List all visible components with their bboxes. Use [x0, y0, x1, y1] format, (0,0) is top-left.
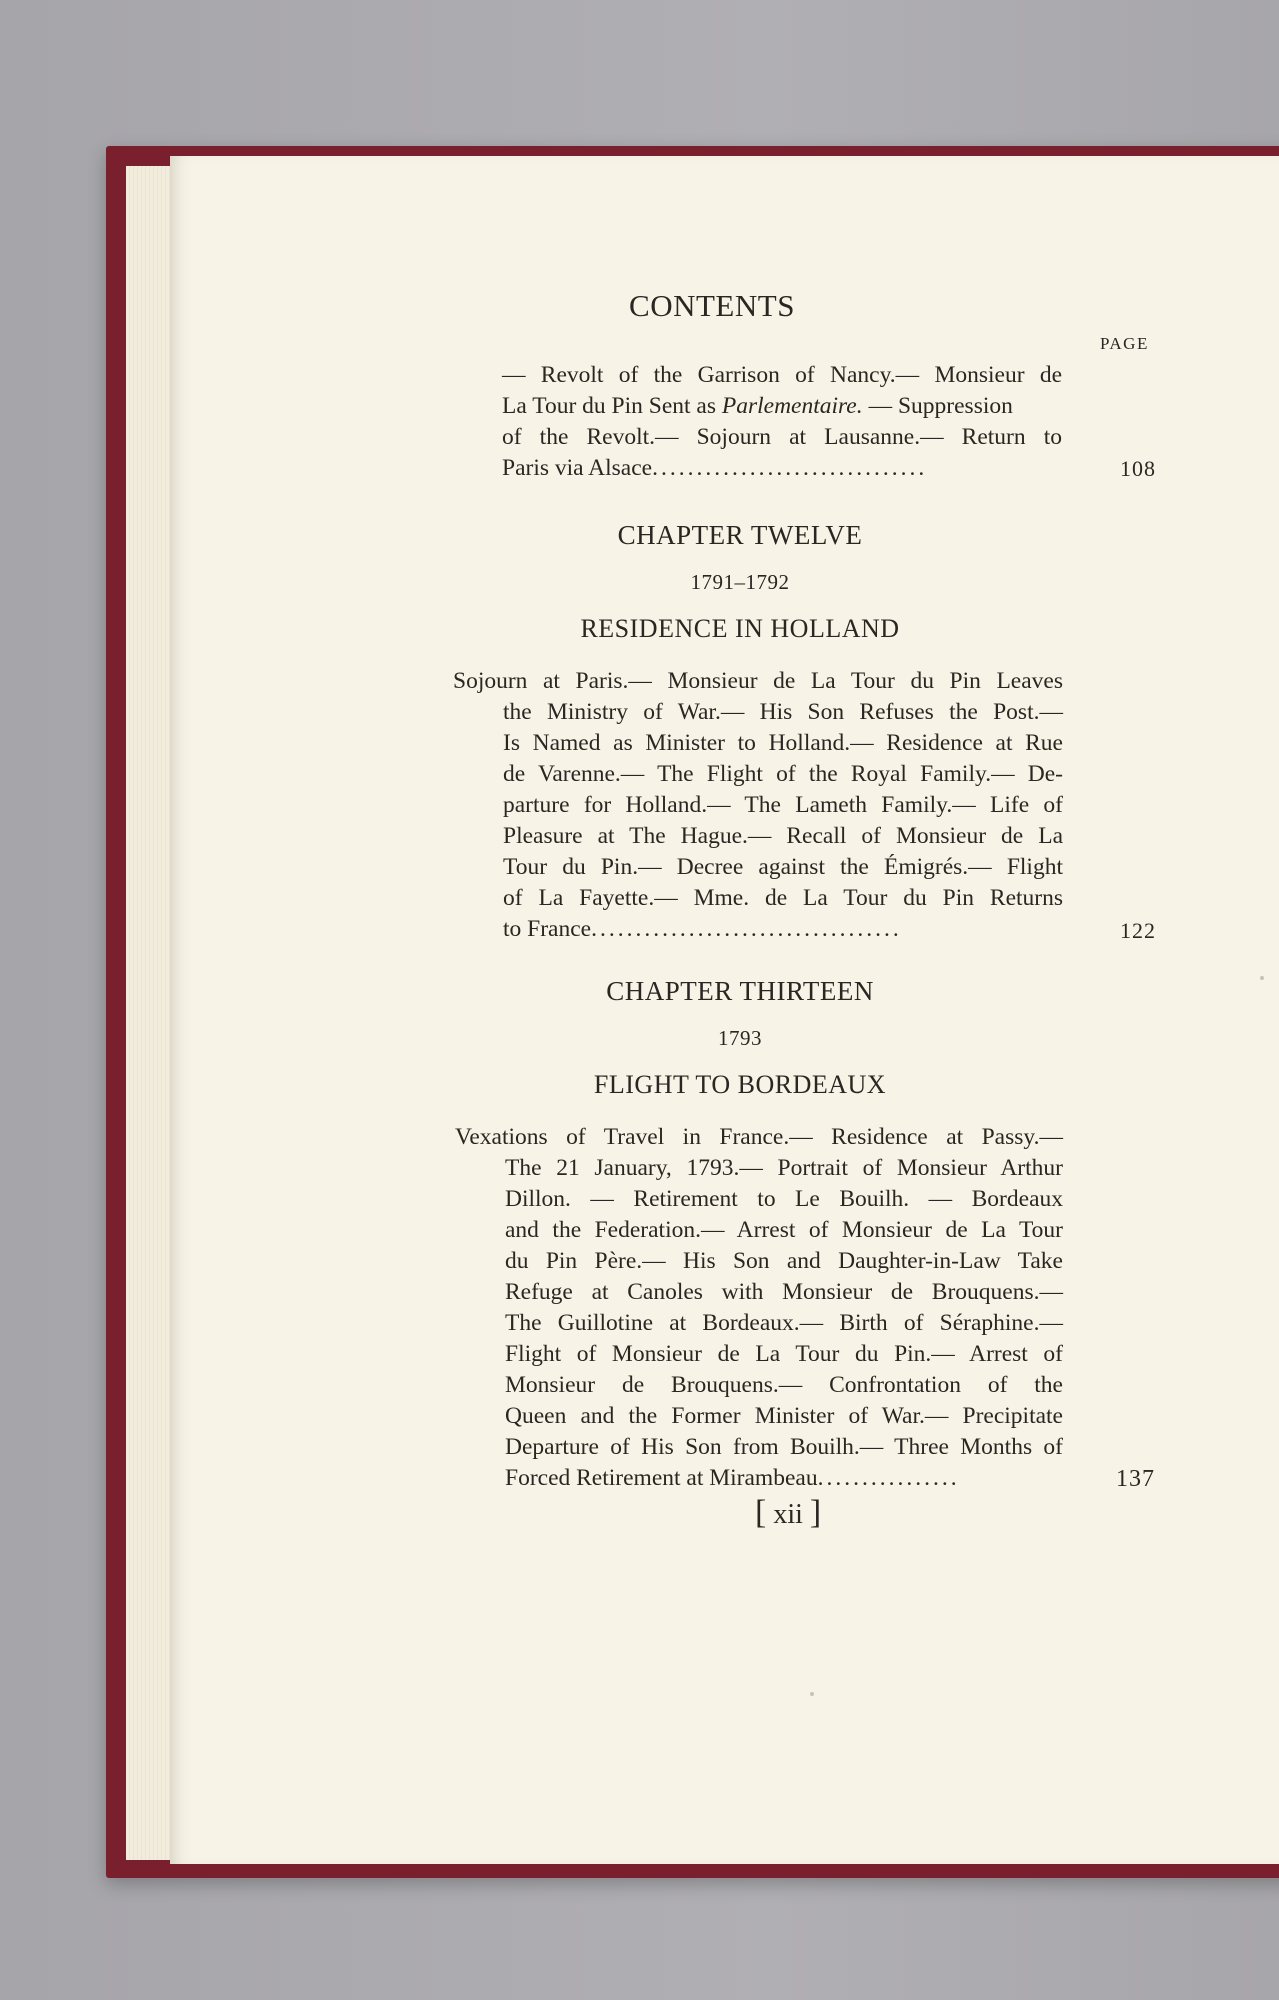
entry-line: the Ministry of War.— His Son Refuses the Post.—	[503, 699, 1063, 725]
folio-number: xii	[773, 1499, 803, 1530]
folio	[755, 1494, 821, 1532]
dot-leader: ...............................	[652, 455, 928, 481]
entry-line: Sojourn at Paris.— Monsieur de La Tour du Pin Leaves	[453, 668, 1063, 694]
entry-line: de Varenne.— The Flight of the Royal Family.— De-	[503, 761, 1063, 787]
entry-line-text: to France	[503, 916, 592, 942]
entry-line: Refuge at Canoles with Monsieur de Brouquens.—	[505, 1279, 1063, 1305]
chapter-subtitle: RESIDENCE IN HOLLAND	[580, 614, 900, 643]
page-number: 137	[1116, 1466, 1155, 1492]
chapter-subtitle: FLIGHT TO BORDEAUX	[593, 1070, 887, 1099]
dot-leader: ................	[817, 1465, 960, 1491]
entry-line: Monsieur de Brouquens.— Confrontation of the	[505, 1372, 1063, 1398]
chapter-years: 1793	[718, 1026, 762, 1050]
entry-line: and the Federation.— Arrest of Monsieur de La Tour	[505, 1217, 1063, 1243]
entry-line: The Guillotine at Bordeaux.— Birth of Séraphine.—	[505, 1310, 1063, 1336]
entry-line: Queen and the Former Minister of War.— Precipitate	[505, 1403, 1063, 1429]
entry-line-italic: Parlementaire.	[721, 393, 863, 419]
entry-line-text: — Suppression	[868, 393, 1013, 419]
entry-line: Departure of His Son from Bouilh.— Three Months of	[505, 1434, 1063, 1460]
entry-line: Is Named as Minister to Holland.— Residence at Rue	[503, 730, 1063, 756]
entry-line	[502, 391, 1062, 422]
paper-speck	[1260, 976, 1264, 980]
entry-line: The 21 January, 1793.— Portrait of Monsieur Arthur	[505, 1155, 1063, 1181]
entry-line: Dillon. — Retirement to Le Bouilh. — Bordeaux	[505, 1186, 1063, 1212]
bracket-left-icon: [	[755, 1494, 767, 1531]
entry-line: du Pin Père.— His Son and Daughter-in-Law Take	[505, 1248, 1063, 1274]
page-number: 122	[1120, 918, 1156, 943]
entry-line: — Revolt of the Garrison of Nancy.— Monsieur de	[502, 362, 1062, 388]
entry-line	[505, 1463, 1063, 1494]
dot-leader: ...................................	[591, 916, 902, 942]
entry-line: parture for Holland.— The Lameth Family.— Life of	[503, 792, 1063, 818]
entry-line: Flight of Monsieur de La Tour du Pin.— Arrest of	[505, 1341, 1063, 1367]
page-column-label: PAGE	[1100, 334, 1149, 353]
page-number: 108	[1120, 456, 1156, 481]
chapter-title: CHAPTER THIRTEEN	[606, 976, 874, 1006]
page-header: CONTENTS	[629, 288, 795, 323]
entry-line-text: Forced Retirement at Mirambeau	[505, 1465, 818, 1491]
entry-line: Pleasure at The Hague.— Recall of Monsieur de La	[503, 823, 1063, 849]
paper-speck	[810, 1692, 814, 1696]
entry-line: of the Revolt.— Sojourn at Lausanne.— Return to	[502, 424, 1062, 450]
page-content	[170, 156, 1279, 1864]
entry-line: of La Fayette.— Mme. de La Tour du Pin Returns	[503, 885, 1063, 911]
entry-line-text: La Tour du Pin Sent as	[502, 393, 722, 419]
entry-line	[502, 453, 1062, 484]
chapter-title: CHAPTER TWELVE	[617, 520, 863, 550]
entry-line	[503, 914, 1063, 945]
entry-line: Vexations of Travel in France.— Residence at Passy.—	[455, 1124, 1063, 1150]
book-page	[170, 156, 1279, 1864]
bracket-right-icon: ]	[809, 1494, 822, 1531]
entry-line: Tour du Pin.— Decree against the Émigrés.— Flight	[503, 854, 1063, 880]
chapter-years: 1791–1792	[690, 570, 790, 594]
entry-line-text: Paris via Alsace	[502, 455, 653, 481]
